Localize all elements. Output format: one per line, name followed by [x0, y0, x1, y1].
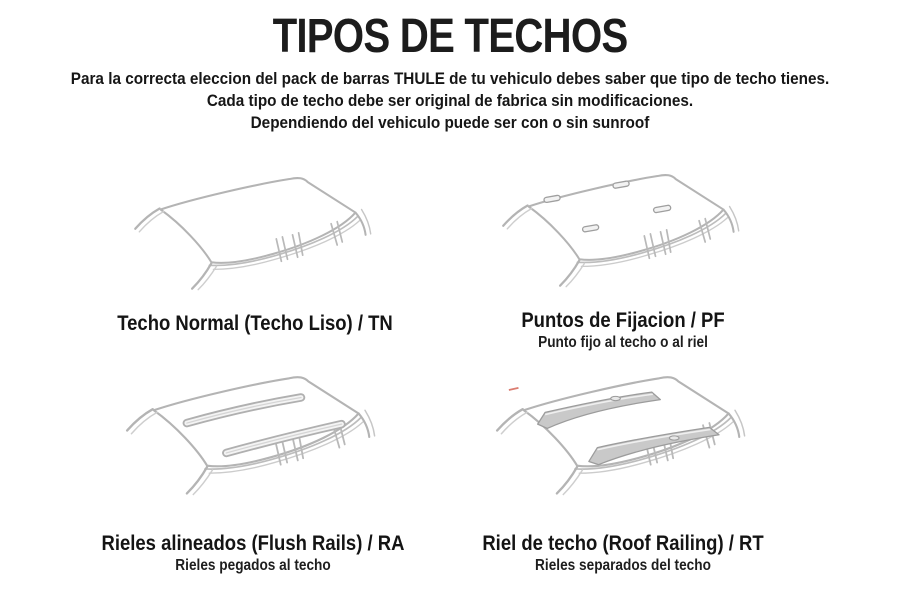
- roof-type-card-pf: [428, 172, 818, 352]
- smooth-roof-illustration: [60, 175, 450, 312]
- intro-text: [0, 68, 900, 134]
- roof-type-card-ra: [58, 374, 448, 575]
- roof-type-label-pf: Puntos de Fijacion / PF: [521, 309, 725, 332]
- intro-line-3: Dependiendo del vehiculo puede ser con o sin sunroof: [250, 113, 650, 133]
- roof-type-card-rt: [428, 374, 818, 575]
- page-title: TIPOS DE TECHOS: [272, 10, 628, 63]
- intro-line-2: Cada tipo de techo debe ser original de fabrica sin modificaciones.: [206, 91, 694, 111]
- roof-type-label-tn: Techo Normal (Techo Liso) / TN: [117, 312, 393, 335]
- roof-type-sublabel-ra: Rieles pegados al techo: [175, 557, 331, 574]
- roof-type-label-ra: Rieles alineados (Flush Rails) / RA: [101, 532, 405, 555]
- roof-type-card-tn: [60, 175, 450, 336]
- roof-type-label-rt: Riel de techo (Roof Railing) / RT: [482, 532, 764, 555]
- fixation-points-roof-illustration: [428, 172, 818, 309]
- raised-roof-railing-illustration: [428, 374, 818, 518]
- roof-type-sublabel-rt: Rieles separados del techo: [535, 557, 711, 574]
- roof-type-sublabel-pf: Punto fijo al techo o al riel: [538, 334, 708, 351]
- intro-line-1: Para la correcta eleccion del pack de barras THULE de tu vehiculo debes saber que tipo de techo tienes.: [70, 69, 830, 89]
- flush-rails-roof-illustration: [58, 374, 448, 518]
